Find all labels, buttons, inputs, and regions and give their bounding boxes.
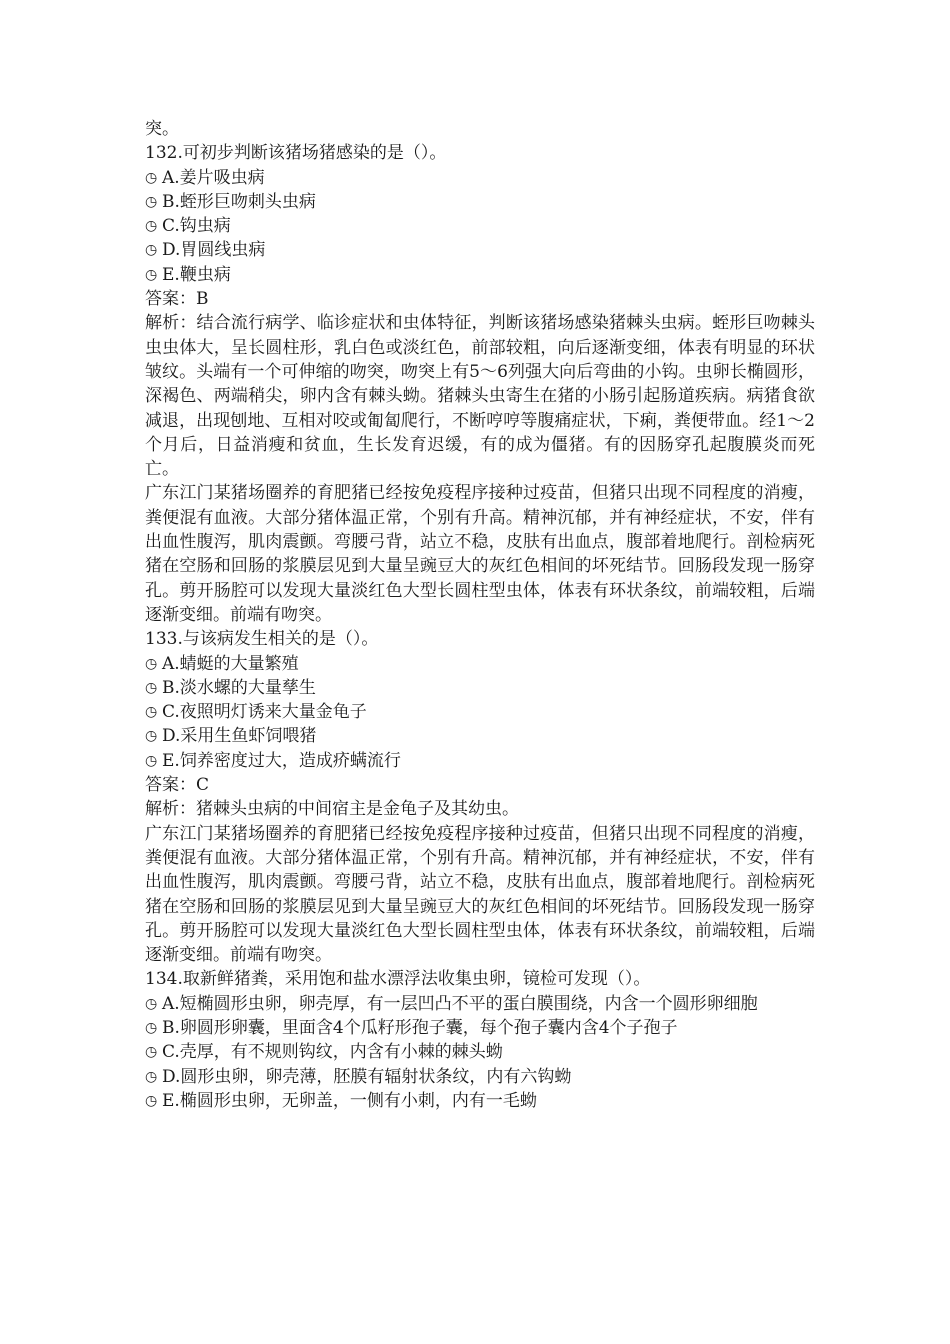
option-text: E.鞭虫病 [162, 264, 231, 285]
option-text: E.饲养密度过大，造成疥螨流行 [162, 750, 401, 771]
option-text: B.卵圆形卵囊，里面含4个瓜籽形孢子囊，每个孢子囊内含4个子孢子 [162, 1017, 678, 1038]
clock-icon: ◷ [145, 704, 158, 721]
option-132-c[interactable] [145, 214, 815, 238]
clock-icon: ◷ [145, 169, 158, 186]
clock-icon: ◷ [145, 1044, 158, 1061]
question-132: 132.可初步判断该猪场猪感染的是（）。 [145, 143, 447, 164]
explanation-132: 解析：结合流行病学、临诊症状和虫体特征，判断该猪场感染猪棘头虫病。蛭形巨吻棘头虫虫体大，呈长圆柱形，乳白色或淡红色，前部较粗，向后逐渐变细，体表有明显的环状皱纹。头端有一个可伸缩的吻突，吻突上有5～6列强大向后弯曲的小钩。虫卵长椭圆形，深褐色、两端稍尖，卵内含有棘头蚴。猪棘头虫寄生在猪的小肠引起肠道疾病。病猪食欲减退，出现刨地、互相对咬或匍匐爬行，不断哼哼等腹痛症状，下痢，粪便带血。经1～2个月后，日益消瘦和贫血，生长发育迟缓，有的成为僵猪。有的因肠穿孔起腹膜炎而死亡。 [145, 313, 815, 480]
option-text: D.采用生鱼虾饲喂猪 [162, 726, 317, 747]
clock-icon: ◷ [145, 995, 158, 1012]
option-text: A.短椭圆形虫卵，卵壳厚，有一层凹凸不平的蛋白膜围绕，内含一个圆形卵细胞 [162, 993, 758, 1014]
case-text-1: 广东江门某猪场圈养的育肥猪已经按免疫程序接种过疫苗，但猪只出现不同程度的消瘦，粪便混有血液。大部分猪体温正常，个别有升高。精神沉郁，并有神经症状，不安，伴有出血性腹泻，肌肉震颤。弯腰弓背，站立不稳，皮肤有出血点，腹部着地爬行。剖检病死猪在空肠和回肠的浆膜层见到大量呈豌豆大的灰红色相间的坏死结节。回肠段发现一肠穿孔。剪开肠腔可以发现大量淡红色大型长圆柱型虫体，体表有环状条纹，前端较粗，后端逐渐变细。前端有吻突。 [145, 483, 815, 625]
option-133-b[interactable] [145, 676, 815, 700]
option-133-c[interactable] [145, 700, 815, 724]
clock-icon: ◷ [145, 1019, 158, 1036]
explanation-133: 解析：猪棘头虫病的中间宿主是金龟子及其幼虫。 [145, 799, 519, 820]
clock-icon: ◷ [145, 1092, 158, 1109]
question-134: 134.取新鲜猪粪，采用饱和盐水漂浮法收集虫卵，镜检可发现（）。 [145, 969, 651, 990]
document-page [145, 117, 815, 1113]
top-fragment: 突。 [145, 119, 179, 139]
option-text: C.壳厚，有不规则钩纹，内含有小棘的棘头蚴 [162, 1042, 503, 1063]
option-132-a[interactable] [145, 166, 815, 190]
clock-icon: ◷ [145, 242, 158, 259]
option-134-d[interactable] [145, 1065, 815, 1089]
option-text: D.胃圆线虫病 [162, 240, 266, 261]
option-134-e[interactable] [145, 1089, 815, 1113]
clock-icon: ◷ [145, 193, 158, 210]
clock-icon: ◷ [145, 728, 158, 745]
option-text: A.蜻蜓的大量繁殖 [162, 653, 299, 674]
answer-132: 答案：B [145, 289, 209, 310]
option-134-a[interactable] [145, 992, 815, 1016]
clock-icon: ◷ [145, 266, 158, 283]
option-text: A.姜片吸虫病 [162, 167, 265, 188]
option-text: E.椭圆形虫卵，无卵盖，一侧有小刺，内有一毛蚴 [162, 1090, 537, 1111]
option-text: D.圆形虫卵，卵壳薄，胚膜有辐射状条纹，内有六钩蚴 [162, 1066, 572, 1087]
option-132-d[interactable] [145, 238, 815, 262]
answer-133: 答案：C [145, 775, 210, 796]
question-133: 133.与该病发生相关的是（）。 [145, 629, 379, 650]
option-134-b[interactable] [145, 1016, 815, 1040]
clock-icon: ◷ [145, 679, 158, 696]
clock-icon: ◷ [145, 655, 158, 672]
clock-icon: ◷ [145, 1068, 158, 1085]
option-132-b[interactable] [145, 190, 815, 214]
option-133-d[interactable] [145, 724, 815, 748]
case-text-2: 广东江门某猪场圈养的育肥猪已经按免疫程序接种过疫苗，但猪只出现不同程度的消瘦，粪便混有血液。大部分猪体温正常，个别有升高。精神沉郁，并有神经症状，不安，伴有出血性腹泻，肌肉震颤。弯腰弓背，站立不稳，皮肤有出血点，腹部着地爬行。剖检病死猪在空肠和回肠的浆膜层见到大量呈豌豆大的灰红色相间的坏死结节。回肠段发现一肠穿孔。剪开肠腔可以发现大量淡红色大型长圆柱型虫体，体表有环状条纹，前端较粗，后端逐渐变细。前端有吻突。 [145, 823, 815, 966]
option-text: C.夜照明灯诱来大量金龟子 [162, 702, 367, 723]
option-133-e[interactable] [145, 749, 815, 773]
option-132-e[interactable] [145, 263, 815, 287]
clock-icon: ◷ [145, 218, 158, 235]
clock-icon: ◷ [145, 752, 158, 769]
option-134-c[interactable] [145, 1040, 815, 1064]
option-text: B.淡水螺的大量孳生 [162, 677, 316, 698]
option-133-a[interactable] [145, 652, 815, 676]
option-text: C.钩虫病 [162, 216, 231, 237]
option-text: B.蛭形巨吻刺头虫病 [162, 191, 316, 212]
